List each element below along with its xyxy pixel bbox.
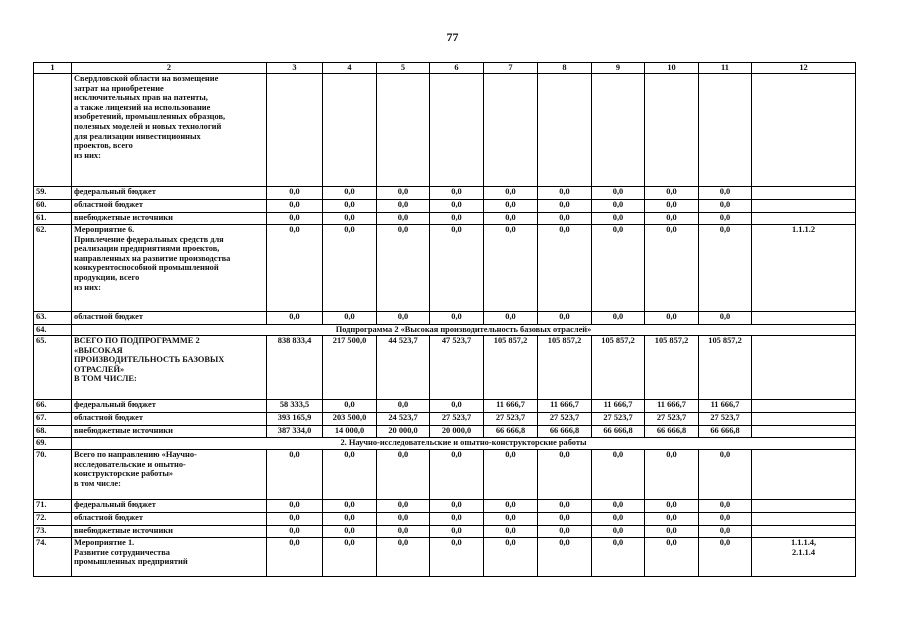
value-cell: 0,0 bbox=[323, 312, 377, 325]
value-cell: 66 666,8 bbox=[592, 426, 645, 438]
value-cell: 0,0 bbox=[267, 200, 323, 213]
reference-line: 2.1.1.4 bbox=[791, 547, 816, 557]
reference-cell bbox=[752, 213, 856, 225]
value-cell: 0,0 bbox=[645, 200, 699, 213]
row-label-line: ОТРАСЛЕЙ» bbox=[74, 364, 125, 374]
value-cell: 0,0 bbox=[267, 225, 323, 312]
value-cell: 0,0 bbox=[377, 225, 430, 312]
section-title: 2. Научно-исследовательские и опытно-конструкторские работы bbox=[72, 438, 856, 450]
value-cell: 0,0 bbox=[699, 312, 752, 325]
budget-table bbox=[33, 62, 856, 577]
row-number: 69. bbox=[34, 438, 72, 450]
value-cell: 0,0 bbox=[592, 450, 645, 500]
value-cell: 0,0 bbox=[645, 500, 699, 513]
value-cell: 0,0 bbox=[377, 538, 430, 577]
column-header: 10 bbox=[645, 63, 699, 74]
value-cell: 0,0 bbox=[484, 526, 538, 538]
row-label-line: областной бюджет bbox=[74, 200, 143, 209]
value-cell: 0,0 bbox=[645, 526, 699, 538]
row-label-line: а также лицензий на использование bbox=[74, 102, 211, 112]
row-label-line: изобретений, промышленных образцов, bbox=[74, 112, 226, 122]
row-label-line: внебюджетные источники bbox=[74, 426, 173, 435]
row-number: 71. bbox=[34, 500, 72, 513]
value-cell bbox=[267, 74, 323, 187]
reference-cell bbox=[752, 400, 856, 413]
row-label-line: из них: bbox=[74, 282, 101, 292]
value-cell: 66 666,8 bbox=[699, 426, 752, 438]
value-cell: 0,0 bbox=[538, 312, 592, 325]
value-cell: 0,0 bbox=[267, 526, 323, 538]
row-label bbox=[72, 526, 267, 538]
value-cell: 0,0 bbox=[645, 513, 699, 526]
row-label-line: Развитие сотрудничества bbox=[74, 547, 170, 557]
table-row bbox=[34, 336, 856, 400]
row-label-line: промышленных предприятий bbox=[74, 557, 188, 567]
column-header: 2 bbox=[72, 63, 267, 74]
value-cell: 0,0 bbox=[538, 500, 592, 513]
row-label-line: исключительных прав на патенты, bbox=[74, 93, 208, 103]
row-label-line: Всего по направлению «Научно- bbox=[74, 450, 197, 459]
value-cell: 20 000,0 bbox=[430, 426, 484, 438]
value-cell: 0,0 bbox=[592, 500, 645, 513]
value-cell: 0,0 bbox=[538, 213, 592, 225]
column-header: 3 bbox=[267, 63, 323, 74]
column-header-row bbox=[34, 63, 856, 74]
value-cell: 47 523,7 bbox=[430, 336, 484, 400]
value-cell: 20 000,0 bbox=[377, 426, 430, 438]
value-cell: 0,0 bbox=[699, 450, 752, 500]
value-cell: 0,0 bbox=[267, 513, 323, 526]
value-cell: 0,0 bbox=[592, 312, 645, 325]
table-row bbox=[34, 213, 856, 225]
column-header: 8 bbox=[538, 63, 592, 74]
table-row bbox=[34, 526, 856, 538]
value-cell: 0,0 bbox=[430, 500, 484, 513]
table-row bbox=[34, 513, 856, 526]
value-cell: 0,0 bbox=[430, 200, 484, 213]
value-cell: 0,0 bbox=[377, 450, 430, 500]
value-cell: 0,0 bbox=[699, 526, 752, 538]
value-cell bbox=[592, 74, 645, 187]
value-cell: 0,0 bbox=[323, 225, 377, 312]
table-row bbox=[34, 187, 856, 200]
value-cell: 0,0 bbox=[323, 513, 377, 526]
row-label bbox=[72, 74, 267, 187]
row-label bbox=[72, 213, 267, 225]
value-cell: 0,0 bbox=[484, 450, 538, 500]
value-cell: 0,0 bbox=[377, 213, 430, 225]
reference-cell bbox=[752, 200, 856, 213]
value-cell: 0,0 bbox=[538, 200, 592, 213]
value-cell: 0,0 bbox=[377, 312, 430, 325]
row-label-line: реализации предприятиями проектов, bbox=[74, 244, 220, 254]
value-cell: 0,0 bbox=[538, 187, 592, 200]
value-cell: 58 333,5 bbox=[267, 400, 323, 413]
table-row bbox=[34, 426, 856, 438]
reference-line: 1.1.1.4, bbox=[790, 538, 817, 547]
column-header: 1 bbox=[34, 63, 72, 74]
reference-line: 1.1.1.2 bbox=[791, 225, 816, 234]
value-cell: 217 500,0 bbox=[323, 336, 377, 400]
value-cell: 0,0 bbox=[592, 200, 645, 213]
value-cell: 27 523,7 bbox=[699, 413, 752, 426]
row-label-line: федеральный бюджет bbox=[74, 500, 156, 509]
table-row bbox=[34, 538, 856, 577]
value-cell: 0,0 bbox=[699, 500, 752, 513]
row-label-line: ПРОИЗВОДИТЕЛЬНОСТЬ БАЗОВЫХ bbox=[74, 355, 225, 365]
row-number: 70. bbox=[34, 450, 72, 500]
value-cell: 0,0 bbox=[645, 312, 699, 325]
value-cell: 0,0 bbox=[484, 200, 538, 213]
reference-cell bbox=[752, 336, 856, 400]
value-cell: 0,0 bbox=[430, 312, 484, 325]
row-label-line: федеральный бюджет bbox=[74, 400, 156, 409]
row-number: 65. bbox=[34, 336, 72, 400]
value-cell: 0,0 bbox=[484, 312, 538, 325]
row-label bbox=[72, 400, 267, 413]
value-cell: 11 666,7 bbox=[645, 400, 699, 413]
reference-cell bbox=[752, 500, 856, 513]
value-cell: 0,0 bbox=[592, 526, 645, 538]
value-cell: 0,0 bbox=[645, 538, 699, 577]
value-cell: 27 523,7 bbox=[592, 413, 645, 426]
row-label-line: федеральный бюджет bbox=[74, 187, 156, 196]
value-cell: 11 666,7 bbox=[699, 400, 752, 413]
value-cell: 0,0 bbox=[323, 500, 377, 513]
row-label-line: Привлечение федеральных средств для bbox=[74, 234, 224, 244]
value-cell: 105 857,2 bbox=[699, 336, 752, 400]
row-label-line: в том числе: bbox=[74, 478, 121, 488]
table-row bbox=[34, 200, 856, 213]
value-cell: 0,0 bbox=[645, 213, 699, 225]
row-label bbox=[72, 225, 267, 312]
value-cell: 27 523,7 bbox=[484, 413, 538, 426]
value-cell bbox=[430, 74, 484, 187]
value-cell: 0,0 bbox=[267, 450, 323, 500]
value-cell: 0,0 bbox=[484, 225, 538, 312]
row-label bbox=[72, 200, 267, 213]
value-cell: 14 000,0 bbox=[323, 426, 377, 438]
row-number: 60. bbox=[34, 200, 72, 213]
value-cell bbox=[484, 74, 538, 187]
value-cell: 0,0 bbox=[538, 538, 592, 577]
value-cell bbox=[323, 74, 377, 187]
value-cell: 0,0 bbox=[699, 187, 752, 200]
table-row bbox=[34, 400, 856, 413]
value-cell: 0,0 bbox=[323, 526, 377, 538]
value-cell bbox=[645, 74, 699, 187]
row-label-line: внебюджетные источники bbox=[74, 213, 173, 222]
value-cell: 0,0 bbox=[377, 400, 430, 413]
value-cell: 11 666,7 bbox=[538, 400, 592, 413]
value-cell: 0,0 bbox=[323, 450, 377, 500]
value-cell: 0,0 bbox=[484, 500, 538, 513]
row-number: 63. bbox=[34, 312, 72, 325]
table-row bbox=[34, 500, 856, 513]
value-cell: 0,0 bbox=[267, 312, 323, 325]
column-header: 9 bbox=[592, 63, 645, 74]
row-label-line: из них: bbox=[74, 150, 101, 160]
row-number: 61. bbox=[34, 213, 72, 225]
value-cell: 0,0 bbox=[267, 538, 323, 577]
value-cell: 27 523,7 bbox=[538, 413, 592, 426]
value-cell: 0,0 bbox=[538, 513, 592, 526]
value-cell: 0,0 bbox=[430, 526, 484, 538]
value-cell: 203 500,0 bbox=[323, 413, 377, 426]
value-cell: 0,0 bbox=[323, 200, 377, 213]
column-header: 11 bbox=[699, 63, 752, 74]
value-cell bbox=[699, 74, 752, 187]
value-cell: 11 666,7 bbox=[592, 400, 645, 413]
row-number: 59. bbox=[34, 187, 72, 200]
row-label-line: Мероприятие 1. bbox=[74, 538, 135, 547]
value-cell: 24 523,7 bbox=[377, 413, 430, 426]
table-row bbox=[34, 225, 856, 312]
value-cell: 0,0 bbox=[377, 200, 430, 213]
row-label bbox=[72, 450, 267, 500]
row-label-line: Мероприятие 6. bbox=[74, 225, 135, 234]
reference-cell bbox=[752, 526, 856, 538]
value-cell: 66 666,8 bbox=[484, 426, 538, 438]
row-number: 64. bbox=[34, 325, 72, 336]
row-label bbox=[72, 413, 267, 426]
reference-cell bbox=[752, 426, 856, 438]
row-label-line: проектов, всего bbox=[74, 141, 133, 151]
value-cell: 0,0 bbox=[592, 225, 645, 312]
table-body bbox=[34, 63, 856, 577]
table-row bbox=[34, 312, 856, 325]
row-label-line: направленных на развитие производства bbox=[74, 253, 231, 263]
value-cell: 0,0 bbox=[430, 538, 484, 577]
row-label bbox=[72, 500, 267, 513]
value-cell: 105 857,2 bbox=[645, 336, 699, 400]
value-cell: 0,0 bbox=[592, 187, 645, 200]
row-label-line: внебюджетные источники bbox=[74, 526, 173, 535]
value-cell: 0,0 bbox=[699, 213, 752, 225]
table-row bbox=[34, 450, 856, 500]
reference-cell bbox=[752, 312, 856, 325]
reference-cell bbox=[752, 225, 856, 312]
value-cell: 0,0 bbox=[699, 200, 752, 213]
value-cell: 0,0 bbox=[538, 450, 592, 500]
value-cell: 27 523,7 bbox=[645, 413, 699, 426]
reference-cell bbox=[752, 450, 856, 500]
row-label bbox=[72, 187, 267, 200]
row-label-line: областной бюджет bbox=[74, 513, 143, 522]
value-cell: 0,0 bbox=[592, 513, 645, 526]
value-cell: 393 165,9 bbox=[267, 413, 323, 426]
row-label-line: продукции, всего bbox=[74, 272, 140, 282]
row-label-line: Свердловской области на возмещение bbox=[74, 74, 219, 83]
value-cell: 44 523,7 bbox=[377, 336, 430, 400]
value-cell: 11 666,7 bbox=[484, 400, 538, 413]
value-cell bbox=[538, 74, 592, 187]
value-cell: 0,0 bbox=[645, 187, 699, 200]
row-label-line: для реализации инвестиционных bbox=[74, 131, 201, 141]
value-cell: 0,0 bbox=[377, 513, 430, 526]
row-number: 62. bbox=[34, 225, 72, 312]
row-label-line: полезных моделей и новых технологий bbox=[74, 121, 222, 131]
row-label-line: конструкторские работы» bbox=[74, 469, 174, 479]
value-cell: 105 857,2 bbox=[484, 336, 538, 400]
table-row bbox=[34, 413, 856, 426]
value-cell: 0,0 bbox=[323, 400, 377, 413]
reference-cell bbox=[752, 74, 856, 187]
value-cell: 0,0 bbox=[267, 500, 323, 513]
reference-cell bbox=[752, 187, 856, 200]
value-cell: 105 857,2 bbox=[592, 336, 645, 400]
row-label-line: затрат на приобретение bbox=[74, 83, 164, 93]
column-header: 12 bbox=[752, 63, 856, 74]
value-cell: 0,0 bbox=[430, 187, 484, 200]
row-label bbox=[72, 426, 267, 438]
value-cell: 0,0 bbox=[323, 187, 377, 200]
value-cell: 0,0 bbox=[430, 450, 484, 500]
value-cell: 0,0 bbox=[699, 538, 752, 577]
reference-cell bbox=[752, 538, 856, 577]
row-label-line: областной бюджет bbox=[74, 413, 143, 422]
value-cell: 0,0 bbox=[430, 400, 484, 413]
value-cell: 0,0 bbox=[430, 513, 484, 526]
value-cell: 0,0 bbox=[592, 538, 645, 577]
column-header: 7 bbox=[484, 63, 538, 74]
column-header: 4 bbox=[323, 63, 377, 74]
column-header: 6 bbox=[430, 63, 484, 74]
row-label-line: В ТОМ ЧИСЛЕ: bbox=[74, 374, 137, 384]
value-cell: 0,0 bbox=[323, 213, 377, 225]
value-cell: 0,0 bbox=[484, 213, 538, 225]
row-number: 68. bbox=[34, 426, 72, 438]
row-number: 73. bbox=[34, 526, 72, 538]
value-cell: 0,0 bbox=[699, 513, 752, 526]
value-cell: 0,0 bbox=[484, 513, 538, 526]
value-cell: 0,0 bbox=[592, 213, 645, 225]
reference-cell bbox=[752, 413, 856, 426]
page-number: 77 bbox=[446, 30, 459, 44]
row-number: 66. bbox=[34, 400, 72, 413]
value-cell: 27 523,7 bbox=[430, 413, 484, 426]
value-cell: 66 666,8 bbox=[538, 426, 592, 438]
table-row bbox=[34, 74, 856, 187]
row-label bbox=[72, 312, 267, 325]
value-cell: 0,0 bbox=[430, 213, 484, 225]
row-number: 67. bbox=[34, 413, 72, 426]
value-cell: 105 857,2 bbox=[538, 336, 592, 400]
row-label bbox=[72, 336, 267, 400]
row-number bbox=[34, 74, 72, 187]
value-cell: 838 833,4 bbox=[267, 336, 323, 400]
value-cell: 0,0 bbox=[645, 225, 699, 312]
value-cell: 66 666,8 bbox=[645, 426, 699, 438]
value-cell: 0,0 bbox=[430, 225, 484, 312]
value-cell: 387 334,0 bbox=[267, 426, 323, 438]
value-cell: 0,0 bbox=[538, 225, 592, 312]
column-header: 5 bbox=[377, 63, 430, 74]
row-label-line: «ВЫСОКАЯ bbox=[74, 345, 123, 355]
reference-cell bbox=[752, 513, 856, 526]
row-label-line: исследовательские и опытно- bbox=[74, 459, 186, 469]
value-cell: 0,0 bbox=[377, 500, 430, 513]
row-label bbox=[72, 538, 267, 577]
section-title: Подпрограмма 2 «Высокая производительность базовых отраслей» bbox=[72, 325, 856, 336]
value-cell: 0,0 bbox=[323, 538, 377, 577]
value-cell bbox=[377, 74, 430, 187]
section-row bbox=[34, 325, 856, 336]
row-label-line: конкурентоспособной промышленной bbox=[74, 263, 219, 273]
value-cell: 0,0 bbox=[377, 526, 430, 538]
row-number: 74. bbox=[34, 538, 72, 577]
row-label bbox=[72, 513, 267, 526]
value-cell: 0,0 bbox=[377, 187, 430, 200]
value-cell: 0,0 bbox=[538, 526, 592, 538]
value-cell: 0,0 bbox=[699, 225, 752, 312]
value-cell: 0,0 bbox=[267, 187, 323, 200]
value-cell: 0,0 bbox=[267, 213, 323, 225]
value-cell: 0,0 bbox=[484, 187, 538, 200]
row-label-line: областной бюджет bbox=[74, 312, 143, 321]
value-cell: 0,0 bbox=[645, 450, 699, 500]
section-row bbox=[34, 438, 856, 450]
row-label-line: ВСЕГО ПО ПОДПРОГРАММЕ 2 bbox=[74, 336, 200, 345]
row-number: 72. bbox=[34, 513, 72, 526]
value-cell: 0,0 bbox=[484, 538, 538, 577]
